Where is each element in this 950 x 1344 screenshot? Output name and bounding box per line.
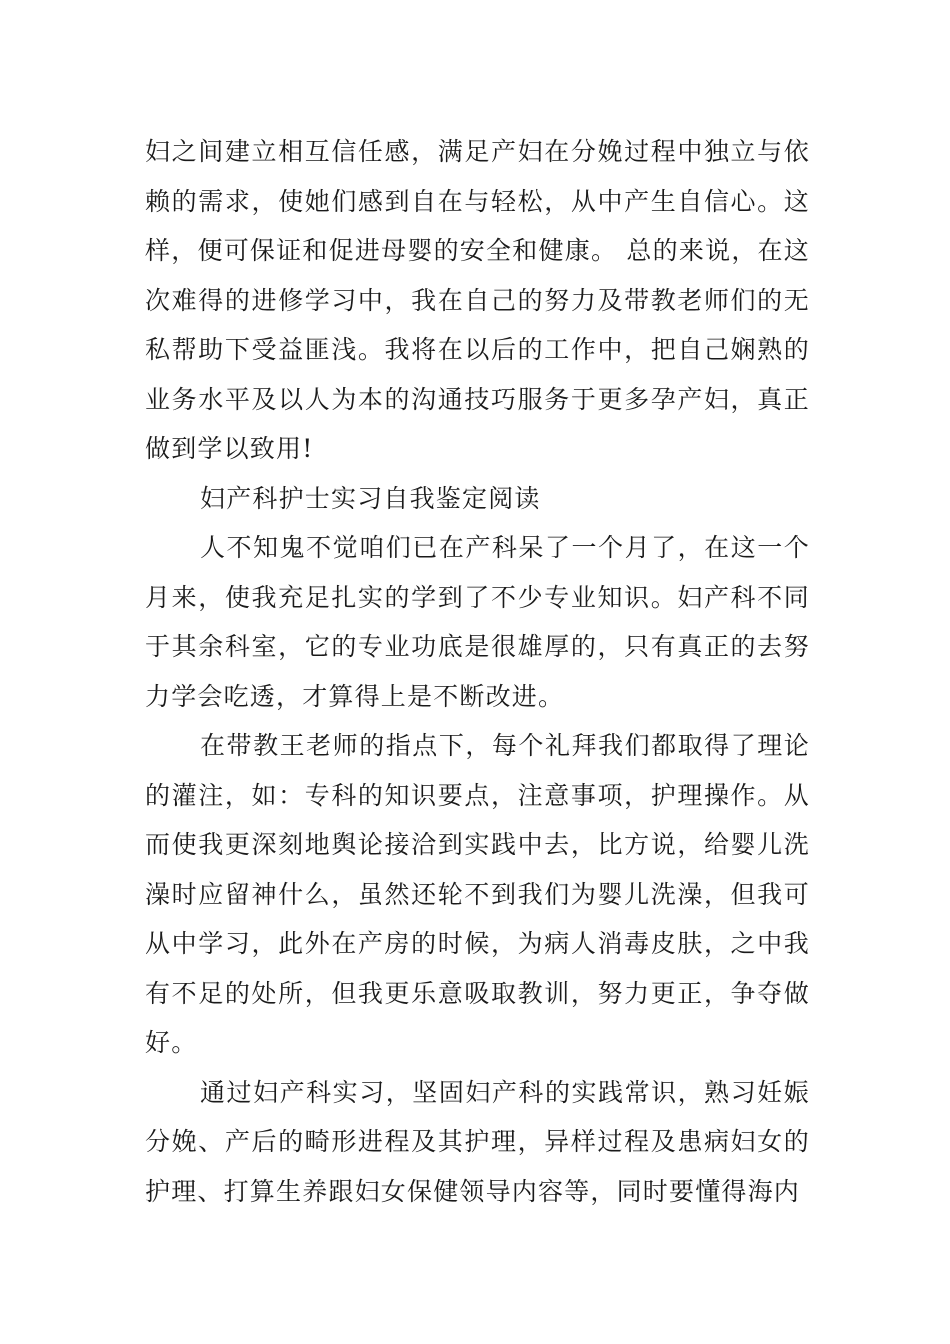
continued-paragraph: 妇之间建立相互信任感，满足产妇在分娩过程中独立与依赖的需求，使她们感到自在与轻松，从中产生自信心。这样，便可保证和促进母婴的安全和健康。 总的来说，在这次难得的进修学习中，我在自己的努力及带教老师们的无私帮助下受益匪浅。我将在以后的工作中，把自己娴熟的业务水平及以人为本的沟通技巧服务于更多孕产妇，真正做到学以致用!: [145, 137, 810, 463]
body-paragraph-3: 通过妇产科实习，坚固妇产科的实践常识，熟习妊娠分娩、产后的畸形进程及其护理，异样过程及患病妇女的护理、打算生养跟妇女保健领导内容等，同时要懂得海内: [145, 1077, 810, 1206]
section-heading: 妇产科护士实习自我鉴定阅读: [200, 483, 541, 513]
document-page: [145, 127, 810, 1216]
body-paragraph-1: 人不知鬼不觉咱们已在产科呆了一个月了，在这一个月来，使我充足扎实的学到了不少专业知识。妇产科不同于其余科室，它的专业功底是很雄厚的，只有真正的去努力学会吃透，才算得上是不断改进。: [145, 533, 810, 711]
body-paragraph-2: 在带教王老师的指点下，每个礼拜我们都取得了理论的灌注，如：专科的知识要点，注意事项，护理操作。从而使我更深刻地舆论接洽到实践中去，比方说，给婴儿洗澡时应留神什么，虽然还轮不到我们为婴儿洗澡，但我可从中学习，此外在产房的时候，为病人消毒皮肤，之中我有不足的处所，但我更乐意吸取教训，努力更正，争夺做好。: [145, 731, 810, 1057]
